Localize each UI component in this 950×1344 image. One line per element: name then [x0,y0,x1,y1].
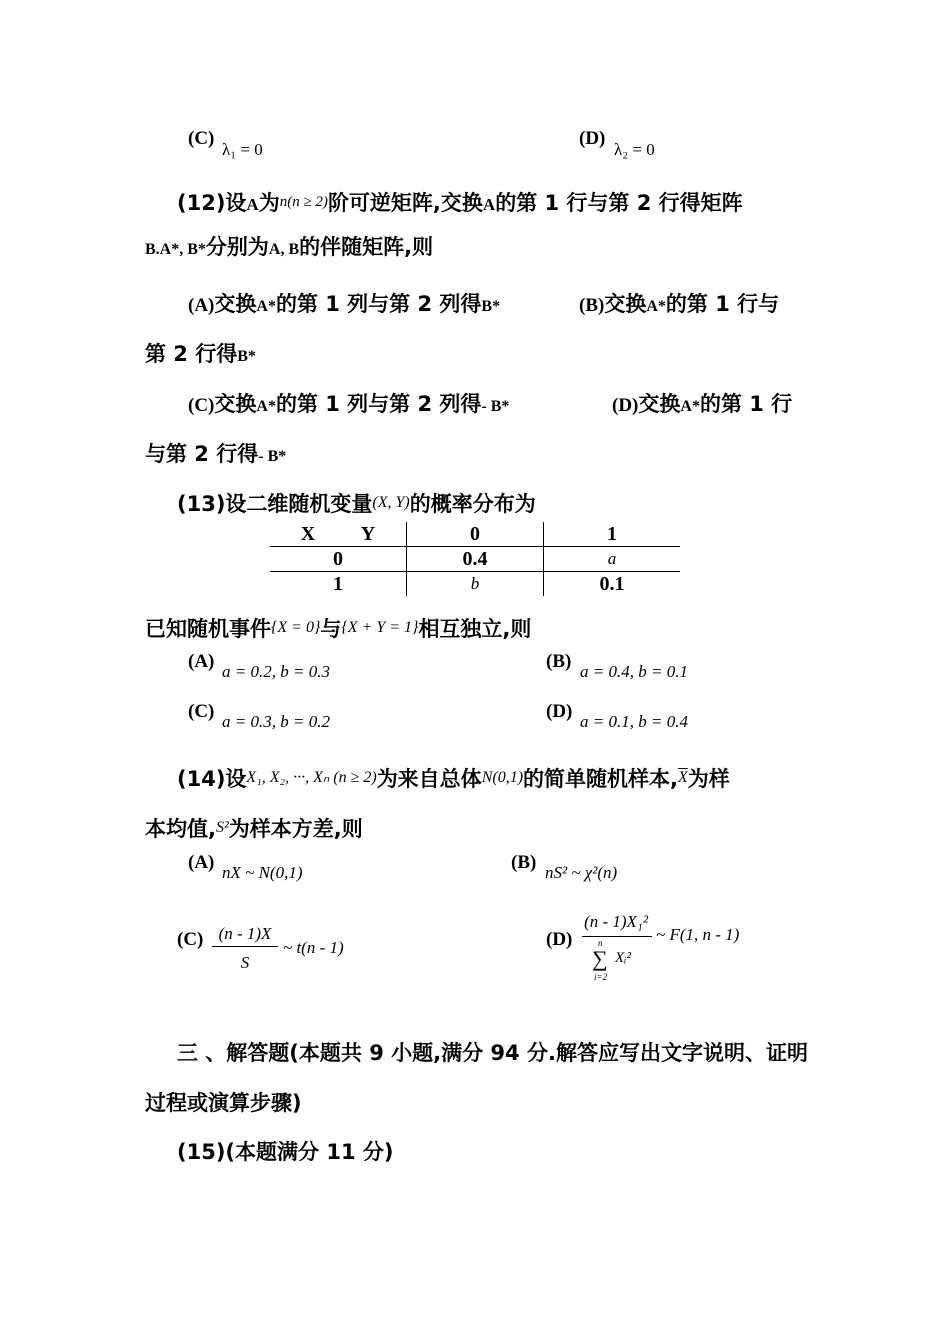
q12-option-d-text: 交换 [638,392,681,416]
q13-number: (13)设二维随机变量 [177,492,373,516]
q14-option-d-denominator: Xᵢ² [615,950,632,966]
q12-matrices: A, B [268,241,300,258]
table-header-cell: 0 [407,522,544,547]
q13-option-d-label: (D) [546,701,573,722]
q13-variable: (X, Y) [372,494,410,511]
table-cell: 0.1 [544,572,681,597]
sigma-symbol: ∑ [592,946,608,971]
table-header-cell: 1 [544,522,681,547]
q14-option-d-label: (D) [546,929,573,950]
q12-option-d-cont [145,438,286,468]
q12-text: 为 [258,191,280,215]
q12-option-b-label: (B) [579,295,605,316]
q12-option-b-cont [145,338,256,368]
q12-option-c-label: (C) [188,395,215,416]
q12-option-d-text: 与第 2 行得 [145,442,259,466]
q14-text: 为样 [687,767,730,791]
q12-number: (12)设 [177,191,247,215]
section-3-heading: 三 、解答题(本题共 9 小题,满分 94 分.解答应写出文字说明、证明 [177,1041,808,1065]
q12-option-c-text: 交换 [214,392,257,416]
q12-option-d-result: - B* [258,448,287,465]
q14-option-b-label: (B) [511,852,537,873]
q14-option-d-rhs: ~ F(1, n - 1) [656,925,740,944]
q12-adjugates: B.A*, B* [145,241,206,258]
q14-option-d-sum-lower: i=2 [594,972,608,982]
q12-matrix-a: A [482,195,496,214]
q12-text: 的伴随矩阵,则 [299,235,434,259]
q14-option-c-denominator: S [240,953,250,972]
q12-option-b-text: 第 2 行得 [145,342,238,366]
q14-text: 为来自总体 [376,767,482,791]
q15-title: (15)(本题满分 11 分) [177,1140,394,1164]
table-row [270,572,680,597]
q12-option-a-label: (A) [188,295,215,316]
q12-option-a [188,288,500,318]
q12-option-b-matrix: A* [646,298,666,315]
probability-table [270,522,680,596]
q13-option-a-label: (A) [188,651,215,672]
q12-option-b-text: 交换 [604,292,647,316]
q14-sample-mean: $\overline{X}$ [678,769,688,786]
q11-option-c-expr: λ₁ = 0 [222,140,263,159]
q14-sample: X₁, X₂, ···, Xₙ (n ≥ 2) [246,769,377,786]
q13-text: 与 [320,617,342,641]
q12-matrix-a: A [246,195,259,214]
q13-text: 的概率分布为 [409,492,536,516]
q12-option-d-text: 的第 1 行 [699,392,793,416]
q14-number: (14)设 [177,767,247,791]
q14-option-a-expr: nX ~ N(0,1) [222,863,303,882]
q12-option-a-text: 交换 [214,292,257,316]
q12-option-d-matrix: A* [680,398,700,415]
q14-option-c-numerator: (n - 1)X [218,924,272,943]
q11-option-d-label: (D) [579,128,606,149]
q12-option-c-text: 的第 1 列与第 2 列得 [275,392,482,416]
q13-option-b-label: (B) [546,651,572,672]
q12-option-d [612,388,792,418]
q14-population: N(0,1) [481,769,524,786]
q14-line2 [145,813,363,843]
q14-text: 的简单随机样本, [523,767,678,791]
q12-option-c [188,388,509,418]
table-cell: 1 [270,572,407,597]
q14-option-b-expr: nS² ~ χ²(n) [545,863,618,882]
q12-text: 的第 1 行与第 2 行得矩阵 [495,191,743,215]
q13-condition [145,613,531,643]
q14-text: 为样本方差,则 [228,817,363,841]
table-header-row [270,522,680,547]
q13-text: 已知随机事件 [145,617,271,641]
q13-option-a-expr: a = 0.2, b = 0.3 [222,662,330,681]
q12-option-a-text: 的第 1 列与第 2 列得 [275,292,482,316]
table-header-x: X [300,522,316,545]
table-cell: a [544,547,681,572]
q12-option-d-label: (D) [612,395,639,416]
table-header-y: Y [360,522,376,545]
q13-text: 相互独立,则 [418,617,532,641]
table-cell: 0 [270,547,407,572]
q12-option-c-result: - B* [481,398,510,415]
q12-line1 [177,187,743,217]
q11-option-c-label: (C) [188,128,215,149]
q12-text: 分别为 [205,235,269,259]
q12-line2 [145,231,433,261]
q12-option-a-matrix: A* [256,298,276,315]
q12-text: 阶可逆矩阵,交换 [327,191,483,215]
q12-option-a-result: B* [481,298,501,315]
q14-option-d-sum-upper: n [598,938,603,948]
q14-option-c-label: (C) [177,929,204,950]
fraction-bar [212,946,278,947]
q11-option-d-expr: λ₂ = 0 [614,140,655,159]
section-3-heading-cont: 过程或演算步骤) [145,1091,302,1115]
q13-option-b-expr: a = 0.4, b = 0.1 [580,662,688,681]
q13-option-c-expr: a = 0.3, b = 0.2 [222,712,330,731]
q14-option-d-numerator: (n - 1)X₁² [584,912,648,931]
q12-option-b [579,288,779,318]
q13-event-2: {X + Y = 1} [341,619,419,636]
table-corner-cell [270,522,407,547]
q14-sample-variance: S² [215,819,229,836]
q13-line1 [177,488,536,518]
q14-option-c-rhs: ~ t(n - 1) [283,938,344,957]
table-row [270,547,680,572]
q14-line1 [177,763,730,793]
q13-event-1: {X = 0} [271,619,321,636]
q12-option-b-result: B* [237,348,256,365]
q13-option-c-label: (C) [188,701,215,722]
q14-text: 本均值, [145,817,216,841]
table-cell: 0.4 [407,547,544,572]
table-cell: b [407,572,544,597]
q13-option-d-expr: a = 0.1, b = 0.4 [580,712,688,731]
q12-order: n(n ≥ 2) [279,194,328,210]
q12-option-c-matrix: A* [256,398,276,415]
q14-option-a-label: (A) [188,852,215,873]
q12-option-b-text: 的第 1 行与 [665,292,780,316]
fraction-bar [582,936,652,937]
